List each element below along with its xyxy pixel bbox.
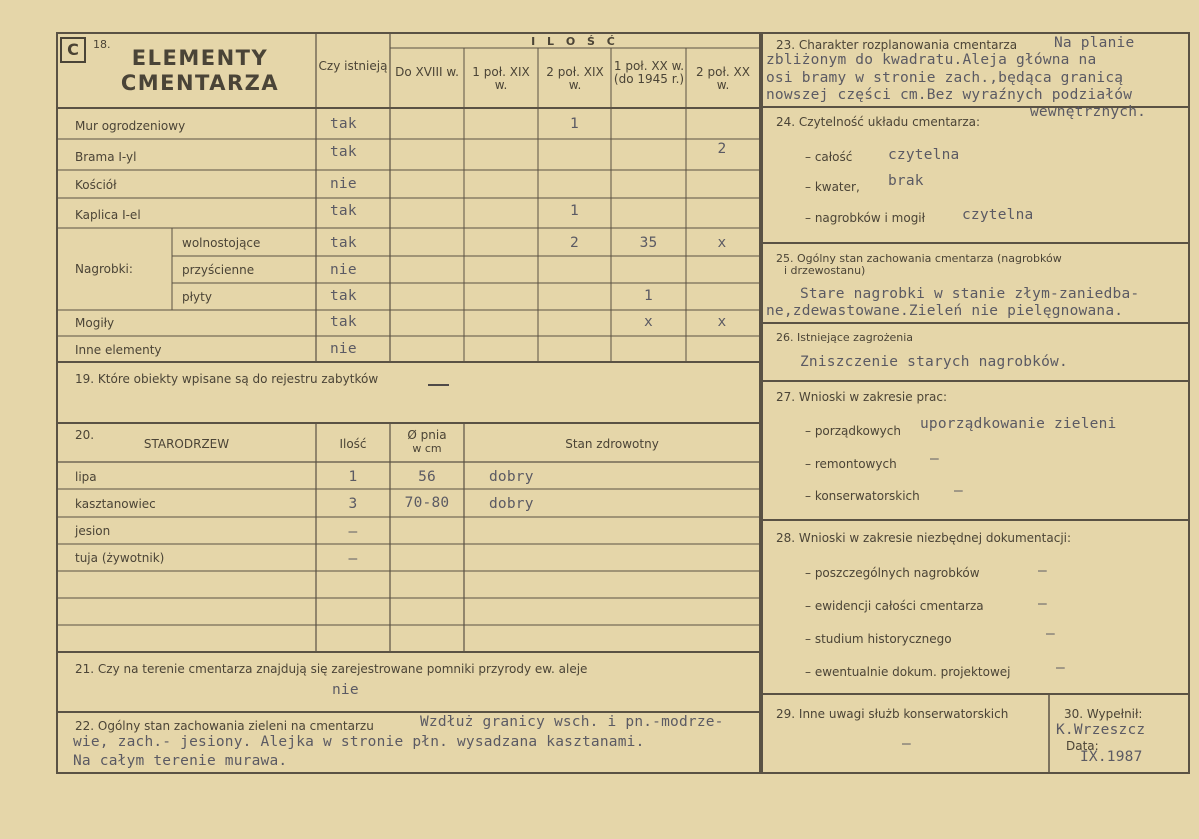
q27-item-answer: – <box>954 483 963 499</box>
trees-qty-header: Ilość <box>339 437 367 451</box>
date-label: Data: <box>1066 739 1099 753</box>
answer-21: nie <box>332 682 359 698</box>
row-label: Inne elementy <box>75 343 162 357</box>
row-label: Kaplica I-el <box>75 208 141 222</box>
exists-value: tak <box>330 116 357 132</box>
question-23: 23. Charakter rozplanowania cmentarza <box>776 38 1018 52</box>
tree-qty: 3 <box>348 496 358 512</box>
exists-value: nie <box>330 262 357 278</box>
quantity-value: 2 <box>570 235 579 251</box>
row-label: Brama I-yl <box>75 150 137 164</box>
exists-header: Czy istnieją <box>318 59 388 73</box>
question-25-line-2: i drzewostanu) <box>784 264 866 277</box>
q27-item-answer: uporządkowanie zieleni <box>920 416 1117 432</box>
question-25-line-1: 25. Ogólny stan zachowania cmentarza (nagrobków <box>776 252 1062 265</box>
quantity-value: 1 <box>570 116 579 132</box>
tree-diameter: 56 <box>418 469 436 485</box>
filled-by-name: K.Wrzeszcz <box>1056 722 1146 738</box>
row-label: Mur ogrodzeniowy <box>75 119 186 133</box>
title-line-1: ELEMENTY <box>131 46 269 70</box>
date-value: IX.1987 <box>1080 749 1143 765</box>
q27-item-label: – porządkowych <box>805 424 901 438</box>
answer-23-line-5: wewnętrznych. <box>1030 104 1147 120</box>
q24-item-answer: brak <box>888 173 924 189</box>
quantity-value: x <box>644 314 653 330</box>
answer-29: – <box>902 736 911 752</box>
answer-23-line-1: Na planie <box>1054 35 1135 51</box>
tree-name: jesion <box>75 524 111 538</box>
period-header: 2 poł. XIX w. <box>546 65 604 92</box>
question-19: 19. Które obiekty wpisane są do rejestru zabytków <box>75 372 379 386</box>
nagrobki-label: Nagrobki: <box>75 262 133 276</box>
period-header: 2 poł. XX w. <box>696 65 750 92</box>
tree-health: dobry <box>489 496 534 512</box>
tree-diameter: 70-80 <box>404 495 450 511</box>
section-20-number: 20. <box>75 428 95 442</box>
period-header: Do XVIII w. <box>395 65 459 79</box>
period-header: 1 poł. XIX w. <box>472 65 530 92</box>
tree-qty: – <box>348 551 358 567</box>
question-26: 26. Istniejące zagrożenia <box>776 331 914 344</box>
tree-qty: 1 <box>348 469 358 485</box>
quantity-value: 1 <box>570 203 579 219</box>
quantity-value: 35 <box>639 235 658 251</box>
exists-value: tak <box>330 203 357 219</box>
title-line-2: CMENTARZA <box>120 71 280 95</box>
exists-value: nie <box>330 176 357 192</box>
q28-item-label: – poszczególnych nagrobków <box>805 566 980 580</box>
quantity-value: 2 <box>717 141 727 157</box>
question-28: 28. Wnioski w zakresie niezbędnej dokumentacji: <box>776 531 1072 545</box>
q27-item-answer: – <box>930 451 939 467</box>
exists-value: tak <box>330 288 357 304</box>
answer-22-line-1: Wzdłuż granicy wsch. i pn.-modrze- <box>420 714 724 730</box>
q24-item-answer: czytelna <box>888 147 960 163</box>
q28-item-answer: – <box>1056 660 1065 676</box>
q28-item-label: – ewentualnie dokum. projektowej <box>805 665 1011 679</box>
q24-item-answer: czytelna <box>962 207 1034 223</box>
question-21: 21. Czy na terenie cmentarza znajdują się zarejestrowane pomniki przyrody ew. aleje <box>75 662 588 676</box>
answer-25-line-2: ne,zdewastowane.Zieleń nie pielęgnowana. <box>766 303 1124 319</box>
q27-item-label: – remontowych <box>805 457 897 471</box>
answer-26: Zniszczenie starych nagrobków. <box>800 354 1068 370</box>
tree-health: dobry <box>489 469 534 485</box>
exists-value: nie <box>330 341 357 357</box>
question-27: 27. Wnioski w zakresie prac: <box>776 390 948 404</box>
answer-23-line-3: osi bramy w stronie zach.,będąca granicą <box>766 70 1124 86</box>
exists-value: tak <box>330 235 357 251</box>
quantity-value: 1 <box>644 288 653 304</box>
q28-item-answer: – <box>1046 626 1055 642</box>
q24-item-label: – nagrobków i mogił <box>805 211 926 225</box>
answer-22-line-2: wie, zach.- jesiony. Alejka w stronie płn. wysadzana kasztanami. <box>73 734 645 750</box>
trees-header: STARODRZEW <box>143 437 230 451</box>
row-label: wolnostojące <box>182 236 261 250</box>
section-number: 18. <box>93 38 111 51</box>
question-24: 24. Czytelność układu cmentarza: <box>776 115 981 129</box>
tree-name: lipa <box>75 470 97 484</box>
trees-diam-header <box>390 429 464 455</box>
q27-item-label: – konserwatorskich <box>805 489 920 503</box>
quantity-value: x <box>717 235 727 251</box>
quantity-value: x <box>717 314 727 330</box>
row-label: Kościół <box>75 178 117 192</box>
trees-health-header: Stan zdrowotny <box>565 437 659 451</box>
question-30: 30. Wypełnił: <box>1064 707 1143 721</box>
row-label: przyścienne <box>182 263 255 277</box>
answer-23-line-2: zbliżonym do kwadratu.Aleja główna na <box>766 52 1097 68</box>
q28-item-label: – ewidencji całości cmentarza <box>805 599 984 613</box>
tree-name: kasztanowiec <box>75 497 156 511</box>
trees-diam-header-line-1: Ø pnia <box>407 428 447 442</box>
q24-item-label: – całość <box>805 150 853 164</box>
q28-item-label: – studium historycznego <box>805 632 952 646</box>
trees-diam-header-line-2: w cm <box>412 442 442 455</box>
answer-22-line-3: Na całym terenie murawa. <box>73 753 288 769</box>
question-22: 22. Ogólny stan zachowania zieleni na cmentarzu <box>75 719 374 733</box>
exists-value: tak <box>330 314 357 330</box>
row-label: Mogiły <box>75 316 115 330</box>
answer-25-line-1: Stare nagrobki w stanie złym-zaniedba- <box>800 286 1140 302</box>
q24-item-label: – kwater, <box>805 180 860 194</box>
period-header: 1 poł. XX w. (do 1945 r.) <box>613 59 685 86</box>
section-title <box>95 46 305 96</box>
section-code-box: C <box>60 37 86 63</box>
answer-23-line-4: nowszej części cm.Bez wyraźnych podziałów <box>766 87 1133 103</box>
quantity-header: I L O Ś Ć <box>531 35 619 48</box>
q28-item-answer: – <box>1038 563 1047 579</box>
tree-qty: – <box>348 524 358 540</box>
row-label: płyty <box>182 290 212 304</box>
question-29: 29. Inne uwagi służb konserwatorskich <box>776 707 1009 721</box>
exists-value: tak <box>330 144 357 160</box>
q28-item-answer: – <box>1038 596 1047 612</box>
tree-name: tuja (żywotnik) <box>75 551 165 565</box>
